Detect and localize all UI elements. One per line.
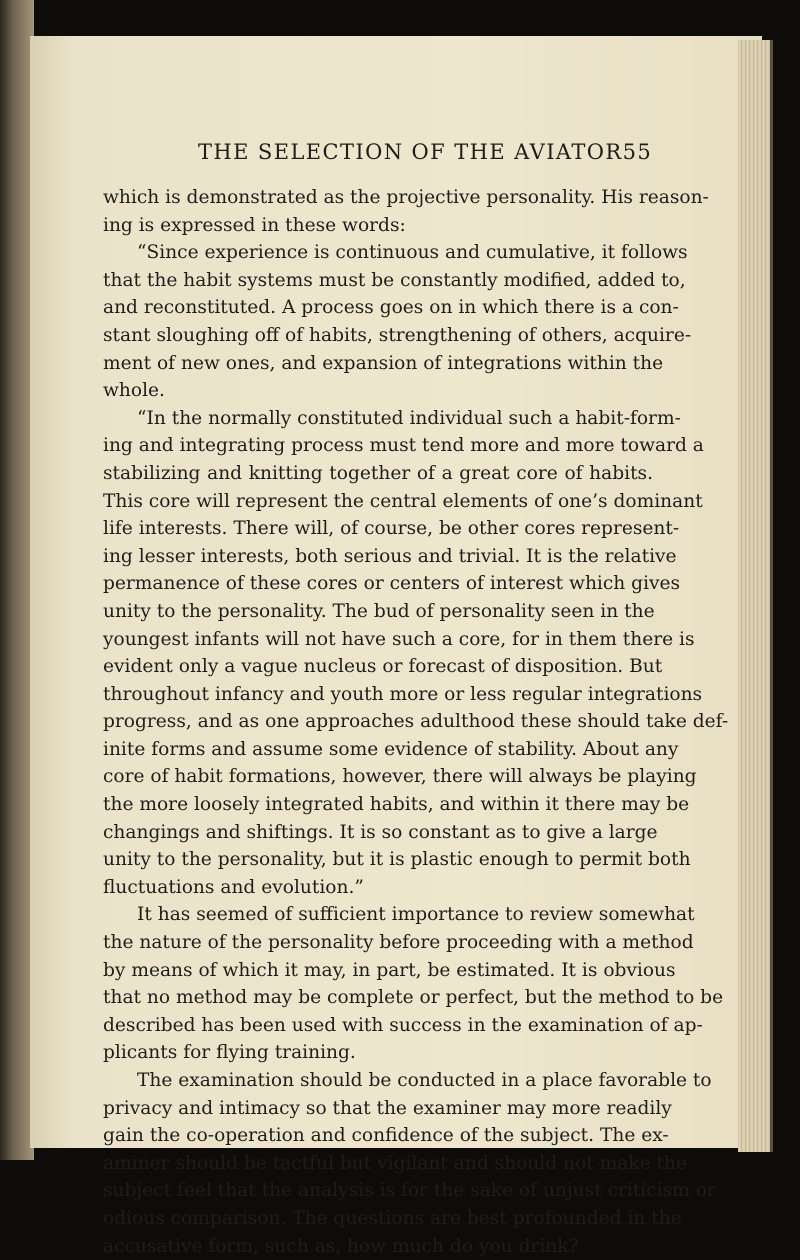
- text-line: core of habit formations, however, there will always be playing: [103, 766, 697, 788]
- text-line: ing and integrating process must tend more and more toward a: [103, 435, 704, 457]
- text-line: odious comparison. The questions are best profounded in the: [103, 1207, 682, 1229]
- text-line: subject feel that the analysis is for the sake of unjust criticism or: [103, 1180, 716, 1202]
- text-line: by means of which it may, in part, be estimated. It is obvious: [103, 959, 676, 981]
- running-head-title: THE SELECTION OF THE AVIATOR: [198, 140, 623, 164]
- page-block-edge: [738, 40, 773, 1152]
- text-line: The examination should be conducted in a place favorable to: [137, 1070, 712, 1091]
- text-line: changings and shiftings. It is so constant as to give a large: [103, 821, 658, 843]
- text-line: fluctuations and evolution.”: [103, 876, 364, 898]
- text-line: ing is expressed in these words:: [103, 214, 406, 236]
- body-text: [103, 184, 729, 1260]
- text-line: that no method may be complete or perfect, but the method to be: [103, 987, 724, 1009]
- text-line: throughout infancy and youth more or less regular integrations: [103, 683, 703, 705]
- page-number: 55: [622, 140, 653, 164]
- text-line: “In the normally constituted individual such a habit-form-: [137, 407, 681, 429]
- text-line: It has seemed of sufficient importance to review somewhat: [137, 904, 695, 926]
- text-line: progress, and as one approaches adulthood these should take def-: [103, 711, 729, 733]
- text-line: plicants for flying training.: [103, 1042, 356, 1064]
- text-line: and reconstituted. A process goes on in which there is a con-: [103, 297, 679, 319]
- text-line: unity to the personality, but it is plastic enough to permit both: [103, 849, 691, 871]
- text-line: ment of new ones, and expansion of integrations within the: [103, 352, 664, 374]
- text-line: inite forms and assume some evidence of stability. About any: [103, 738, 679, 760]
- text-line: aminer should be tactful but vigilant and should not make the: [103, 1152, 688, 1174]
- text-line: described has been used with success in the examination of ap-: [103, 1014, 703, 1036]
- left-page-edge: [0, 0, 34, 1160]
- text-line: that the habit systems must be constantly modified, added to,: [103, 269, 686, 291]
- text-line: unity to the personality. The bud of personality seen in the: [103, 600, 655, 622]
- text-line: which is demonstrated as the projective personality. His reason-: [103, 187, 709, 208]
- text-line: gain the co-operation and confidence of the subject. The ex-: [103, 1125, 669, 1147]
- text-line: accusative form, such as, how much do you drink?: [103, 1235, 579, 1257]
- text-line: evident only a vague nucleus or forecast of disposition. But: [103, 656, 663, 678]
- text-line: stabilizing and knitting together of a great core of habits.: [103, 462, 653, 484]
- running-head: [198, 140, 653, 164]
- text-line: the nature of the personality before proceeding with a method: [103, 932, 694, 954]
- text-line: the more loosely integrated habits, and within it there may be: [103, 794, 690, 816]
- text-line: stant sloughing off of habits, strengthening of others, acquire-: [103, 324, 692, 346]
- text-line: “Since experience is continuous and cumulative, it follows: [137, 242, 688, 264]
- text-line: whole.: [103, 380, 165, 402]
- text-line: This core will represent the central elements of one’s dominant: [103, 490, 703, 512]
- text-line: youngest infants will not have such a core, for in them there is: [103, 628, 695, 650]
- text-line: ing lesser interests, both serious and trivial. It is the relative: [103, 545, 677, 567]
- text-line: privacy and intimacy so that the examiner may more readily: [103, 1097, 672, 1119]
- text-line: permanence of these cores or centers of interest which gives: [103, 573, 681, 595]
- text-line: life interests. There will, of course, be other cores represent-: [103, 518, 680, 540]
